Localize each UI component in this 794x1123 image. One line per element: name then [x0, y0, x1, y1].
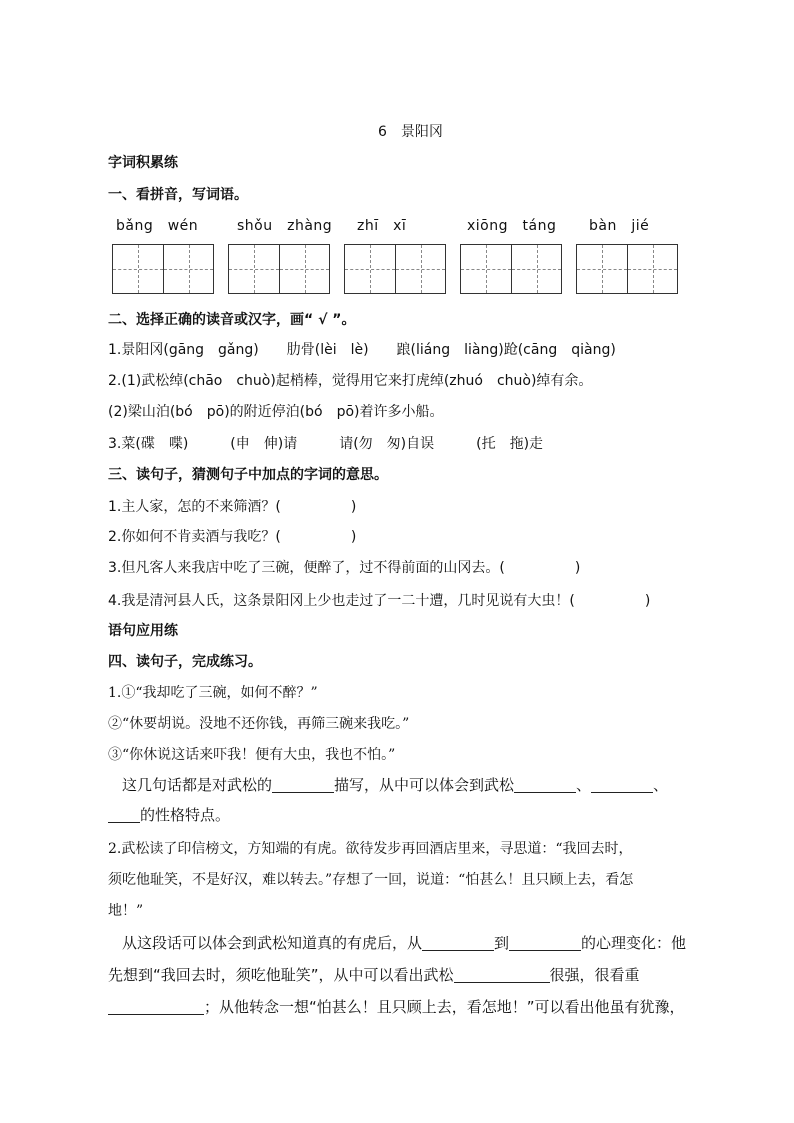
answer-blank-4[interactable]	[108, 807, 140, 823]
fill2-text-b: 到	[494, 934, 510, 952]
question3-heading: 三、读句子，猜测句子中加点的字词的意思。	[108, 467, 388, 483]
quote-3: ③“你休说这话来吓我！便有大虫，我也不怕。”	[108, 747, 396, 763]
fill2-text-d: 先想到“我回去时，须吃他耻笑”，从中可以看出武松	[108, 966, 454, 984]
pinyin-3: zhī xī	[357, 218, 407, 234]
fill2-text-c: 的心理变化：他	[581, 934, 687, 952]
fill1-text-c: 、	[576, 776, 592, 794]
pinyin-5: bàn jié	[589, 218, 650, 234]
question4-heading: 四、读句子，完成练习。	[108, 654, 262, 670]
writing-grid-4[interactable]	[460, 244, 562, 294]
answer-blank-6[interactable]	[509, 935, 581, 951]
question1-heading: 一、看拼音，写词语。	[108, 187, 248, 203]
writing-grid-1[interactable]	[112, 244, 214, 294]
question2-line3: (2)梁山泊(bó pō)的附近停泊(bó pō)着许多小船。	[108, 404, 444, 420]
pinyin-2: shǒu zhàng	[237, 218, 333, 234]
fill-line-1b	[108, 804, 230, 825]
answer-blank-2[interactable]	[514, 777, 576, 793]
fill1-text-d: 、	[653, 776, 669, 794]
answer-blank-8[interactable]	[108, 999, 204, 1015]
answer-blank-1[interactable]	[272, 777, 334, 793]
question2-line2: 2.(1)武松绰(chāo chuò)起梢棒，觉得用它来打虎绰(zhuó chuò)绰有余。	[108, 373, 593, 389]
fill1-text-b: 描写，从中可以体会到武松	[334, 776, 515, 794]
question3-sentence3: 3.但凡客人来我店中吃了三碗，便醉了，过不得前面的山冈去。( )	[108, 560, 581, 576]
fill2-text-f: ；从他转念一想“怕甚么！且只顾上去，看怎地！”可以看出他虽有犹豫，	[204, 998, 685, 1016]
pinyin-1: bǎng wén	[116, 218, 199, 234]
question3-sentence2: 2.你如何不肯卖酒与我吃？( )	[108, 529, 357, 545]
fill-line-2	[122, 932, 686, 953]
question3-sentence1: 1.主人家，怎的不来筛酒？( )	[108, 499, 357, 515]
question2-heading: 二、选择正确的读音或汉字，画“ √ ”。	[108, 312, 356, 328]
question2-line1: 1.景阳冈(gāng gǎng) 肋骨(lèi lè) 踉(liáng liàng)跄(cāng qiàng)	[108, 342, 616, 358]
fill1-text-a: 这几句话都是对武松的	[122, 776, 273, 794]
fill2-text-a: 从这段话可以体会到武松知道真的有虎后，从	[122, 934, 423, 952]
writing-grid-2[interactable]	[228, 244, 330, 294]
question2-line4: 3.菜(碟 喋) (申 伸)请 请(勿 匆)自误 (托 拖)走	[108, 436, 544, 452]
page-title: 6 景阳冈	[378, 124, 443, 140]
passage-line-2: 须吃他耻笑，不是好汉，难以转去。”存想了一回，说道：“怕甚么！且只顾上去，看怎	[108, 872, 634, 888]
writing-grid-3[interactable]	[344, 244, 446, 294]
passage-line-1: 2.武松读了印信榜文，方知端的有虎。欲待发步再回酒店里来，寻思道：“我回去时，	[108, 841, 633, 857]
answer-blank-7[interactable]	[454, 967, 550, 983]
quote-2: ②“休要胡说。没地不还你钱，再筛三碗来我吃。”	[108, 716, 410, 732]
section-heading-vocab: 字词积累练	[108, 155, 178, 171]
pinyin-4: xiōng táng	[467, 218, 557, 234]
quote-1: 1.①“我却吃了三碗，如何不醉？”	[108, 685, 318, 701]
fill2-text-e: 很强，很看重	[549, 966, 640, 984]
section-heading-application: 语句应用练	[108, 623, 178, 639]
passage-line-3: 地！”	[108, 903, 144, 919]
fill-line-2c	[108, 996, 685, 1017]
fill-line-2b	[108, 964, 640, 985]
answer-blank-5[interactable]	[422, 935, 494, 951]
fill-line-1	[122, 774, 668, 795]
writing-grid-5[interactable]	[576, 244, 678, 294]
fill1-text-e: 的性格特点。	[140, 806, 231, 824]
question3-sentence4: 4.我是清河县人氏，这条景阳冈上少也走过了一二十遭，几时见说有大虫！( )	[108, 593, 651, 609]
answer-blank-3[interactable]	[591, 777, 653, 793]
